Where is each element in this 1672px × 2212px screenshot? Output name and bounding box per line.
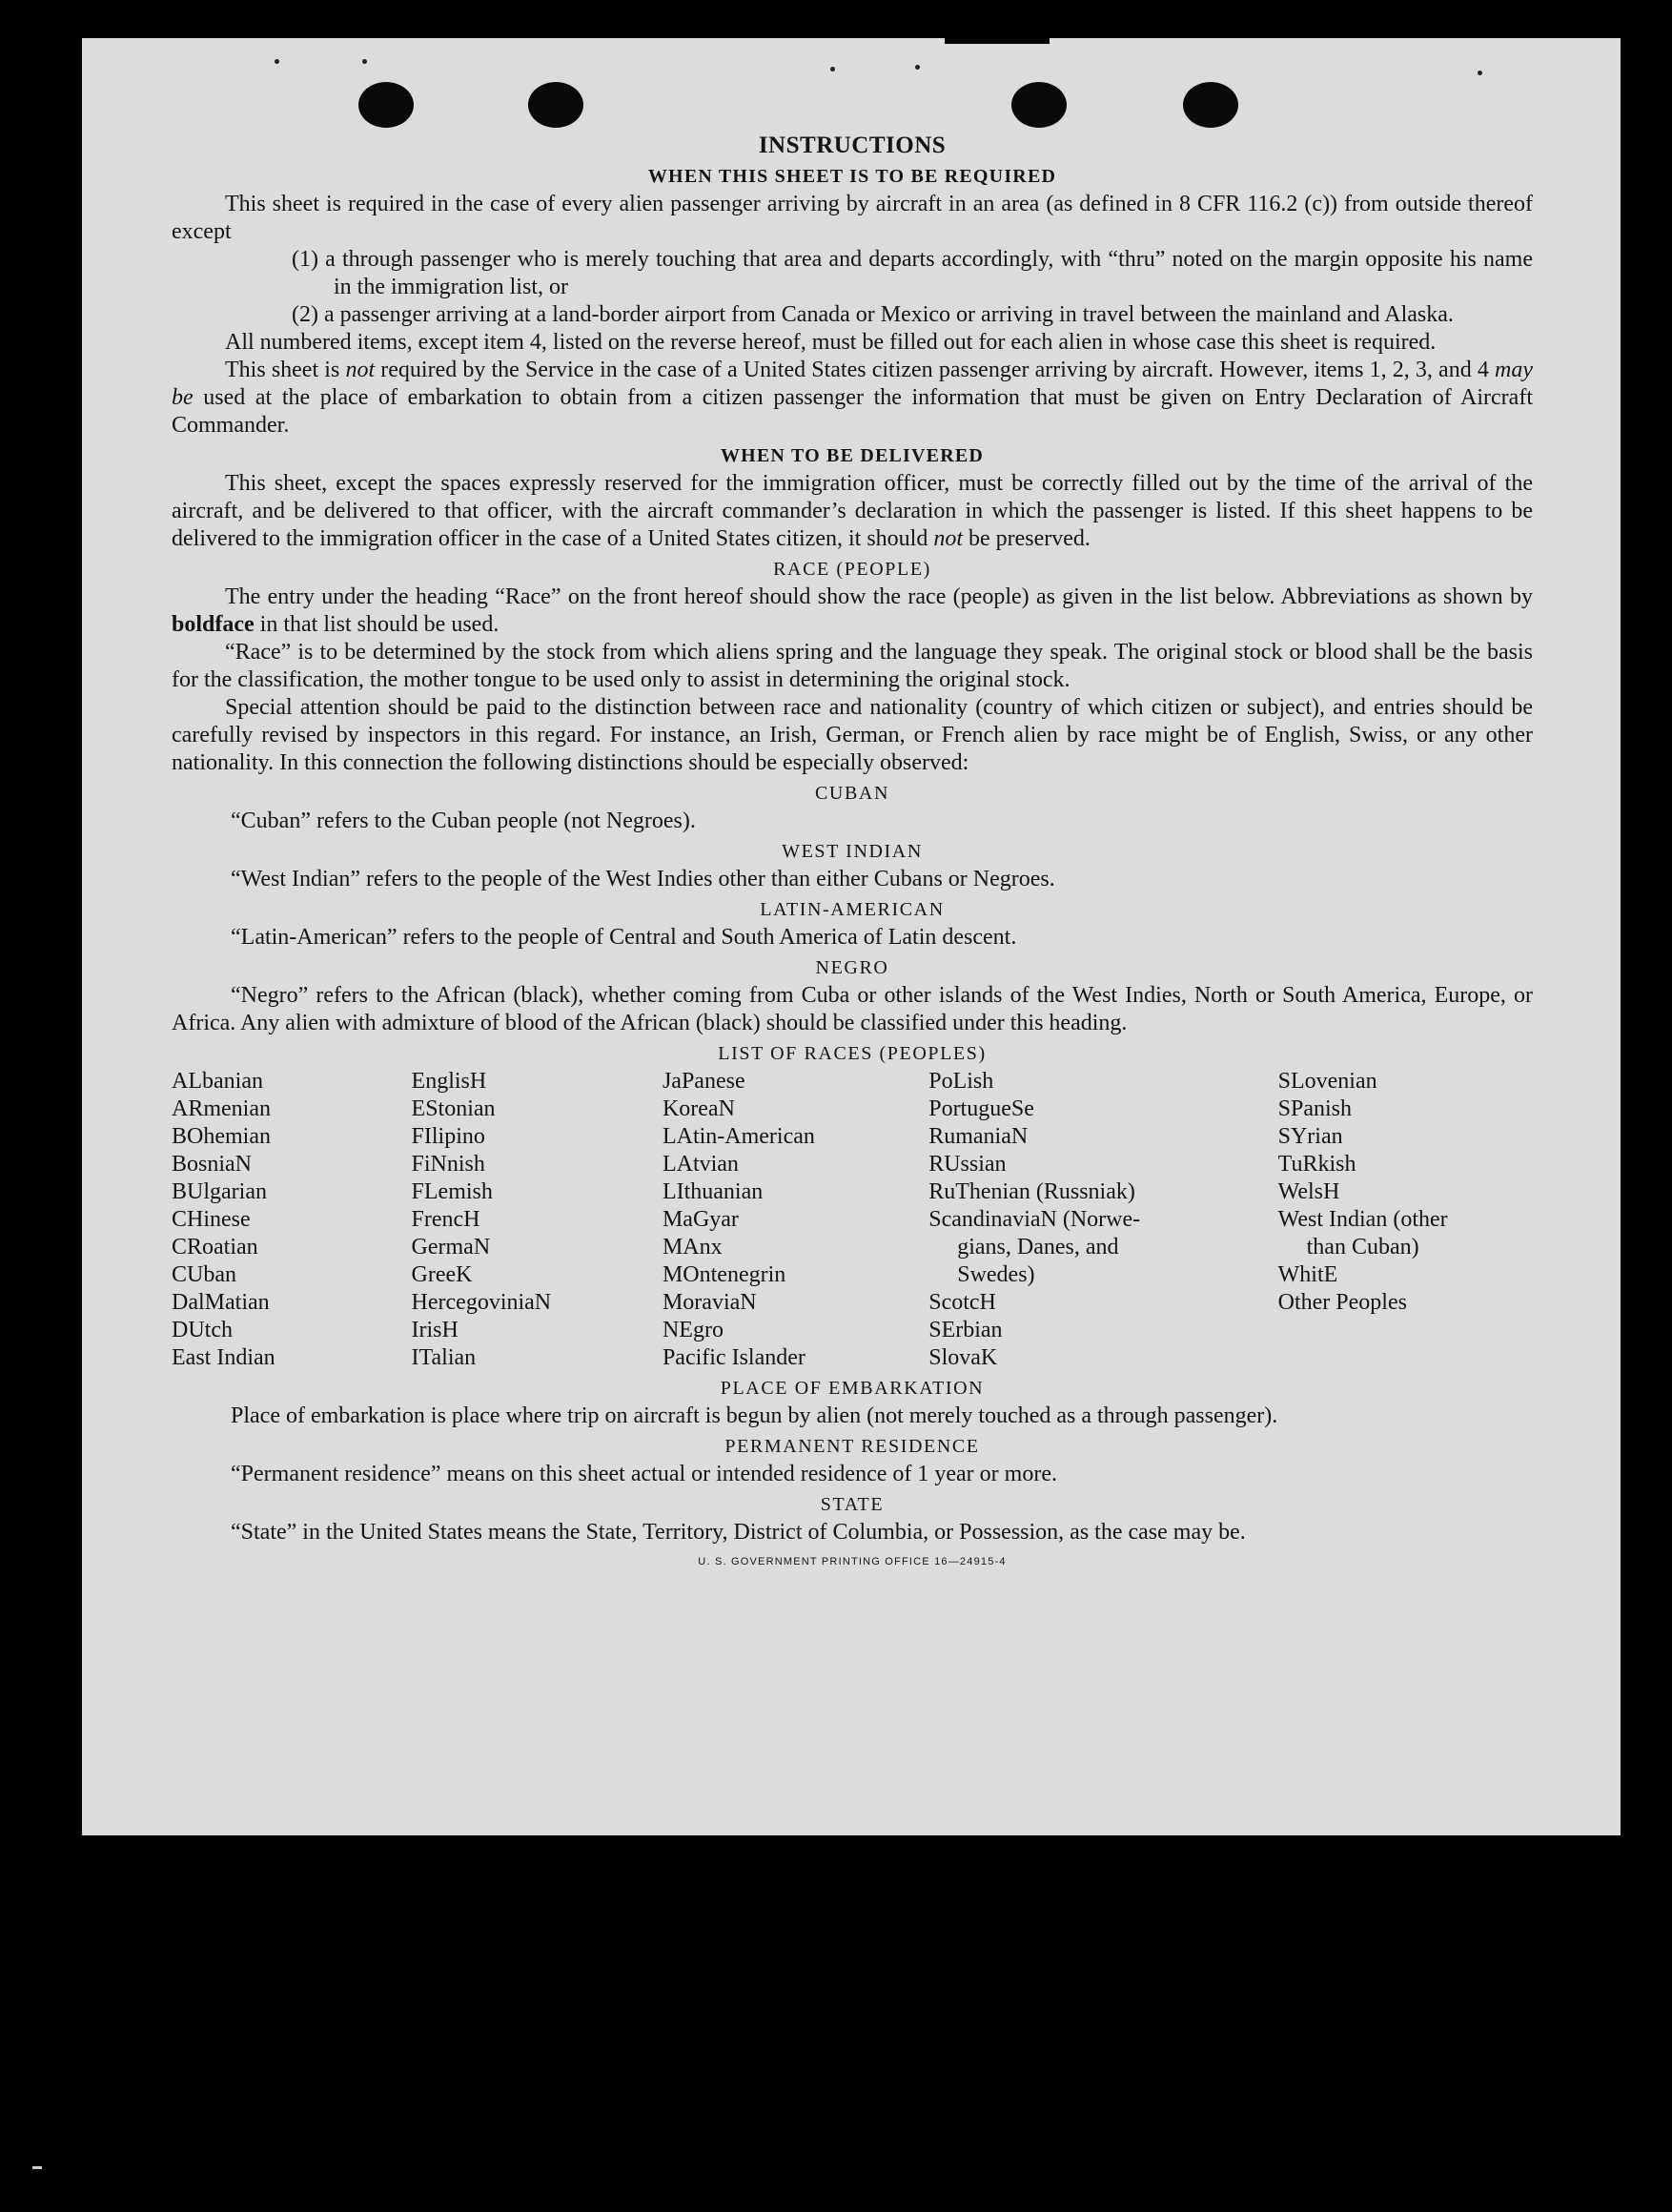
race-entry: LAtvian (662, 1152, 739, 1177)
paragraph: This sheet, except the spaces expressly reserved for the immigration officer, must be correctly filled out by the time of the arrival of the aircraft, and be delivered to that officer, with the aircraft commander’s declaration in which the passenger is listed. If this sheet happens to be delivered to the immigration officer in the case of a United States citizen, it should not be preserved. (172, 471, 1533, 551)
races-table (172, 1068, 1533, 1372)
races-column-2 (412, 1068, 663, 1372)
paragraph: Special attention should be paid to the distinction between race and nationality (country of which citizen or subject), and entries should be carefully revised by inspectors in this regard. For instance, an Irish, German, or French alien by race might be of English, Swiss, or any other nationality. In this connection the following distinctions should be especially observed: (172, 695, 1533, 775)
heading-list-of-races: LIST OF RACES (PEOPLES) (718, 1043, 987, 1064)
race-entry: MaGyar (662, 1207, 739, 1232)
paragraph: “West Indian” refers to the people of the West Indies other than either Cubans or Negroes. (231, 867, 1055, 891)
race-entry: BUlgarian (172, 1179, 267, 1204)
heading-cuban: CUBAN (814, 783, 889, 804)
race-entry: EnglisH (411, 1069, 487, 1094)
heading-negro: NEGRO (815, 957, 889, 978)
paragraph: “Race” is to be determined by the stock from which aliens spring and the language they speak. The original stock or blood shall be the basis for the classification, the mother tongue to be used only to assist in determining the original stock. (172, 640, 1533, 692)
printer-imprint: U. S. GOVERNMENT PRINTING OFFICE 16—24915-4 (698, 1556, 1007, 1567)
race-entry: FiNnish (411, 1152, 485, 1177)
race-entry: JaPanese (662, 1069, 745, 1094)
race-entry: NEgro (662, 1318, 724, 1342)
race-entry-continued: than Cuban) (1306, 1235, 1419, 1260)
race-entry: ALbanian (172, 1069, 263, 1094)
race-entry: ARmenian (172, 1096, 271, 1121)
race-entry: LAtin-American (662, 1124, 815, 1149)
race-entry: Pacific Islander (662, 1345, 805, 1370)
races-column-4 (928, 1068, 1277, 1372)
race-entry: West Indian (other (1277, 1207, 1448, 1232)
paragraph: This sheet is required in the case of every alien passenger arriving by aircraft in an area (as defined in 8 CFR 116.2 (c)) from outside thereof except (172, 192, 1533, 244)
heading-place-of-embarkation: PLACE OF EMBARKATION (720, 1378, 985, 1399)
race-entry: ITalian (411, 1345, 477, 1370)
paragraph: Place of embarkation is place where trip on aircraft is begun by alien (not merely touched as a through passenger). (231, 1403, 1278, 1428)
specks (1478, 71, 1482, 75)
heading-permanent-residence: PERMANENT RESIDENCE (724, 1436, 980, 1457)
race-entry: Other Peoples (1277, 1290, 1407, 1315)
race-entry: KoreaN (662, 1096, 735, 1121)
race-entry: CRoatian (172, 1235, 258, 1260)
race-entry: ScotcH (928, 1290, 996, 1315)
list-item: (2) a passenger arriving at a land-border airport from Canada or Mexico or arriving in travel between the mainland and Alaska. (292, 302, 1454, 327)
race-entry: BosniaN (172, 1152, 252, 1177)
race-entry: PortugueSe (928, 1096, 1034, 1121)
race-entry: HercegoviniaN (411, 1290, 552, 1315)
specks (362, 59, 367, 64)
race-entry: DUtch (172, 1318, 233, 1342)
race-entry: WelsH (1277, 1179, 1340, 1204)
race-entry: SErbian (928, 1318, 1003, 1342)
paragraph: All numbered items, except item 4, listed on the reverse hereof, must be filled out for each alien in whose case this sheet is required. (225, 330, 1437, 355)
races-column-3 (663, 1068, 928, 1372)
punch-hole-1 (358, 82, 414, 128)
race-entry: FLemish (411, 1179, 493, 1204)
race-entry: FrencH (411, 1207, 480, 1232)
race-entry: GermaN (411, 1235, 491, 1260)
race-entry: ScandinaviaN (Norwe- (928, 1207, 1141, 1232)
paragraph: “Latin-American” refers to the people of Central and South America of Latin descent. (231, 925, 1017, 950)
specks (275, 59, 279, 64)
race-entry: FIlipino (411, 1124, 485, 1149)
heading-race: RACE (PEOPLE) (773, 559, 931, 580)
paragraph: This sheet is not required by the Service in the case of a United States citizen passenger arriving by aircraft. However, items 1, 2, 3, and 4 may be used at the place of embarkation to obtain from a citizen passenger the information that must be given on Entry Declaration of Aircraft Commander. (172, 358, 1533, 438)
list-item: (1) a through passenger who is merely touching that area and departs accordingly, with “thru” noted on the margin opposite his name in the immigration list, or (292, 247, 1533, 299)
race-entry-continued: Swedes) (957, 1262, 1035, 1287)
race-entry: CHinese (172, 1207, 251, 1232)
race-entry: TuRkish (1277, 1152, 1356, 1177)
race-entry: RUssian (928, 1152, 1007, 1177)
specks (830, 67, 835, 72)
race-entry: SYrian (1277, 1124, 1343, 1149)
race-entry: PoLish (928, 1069, 994, 1094)
heading-when-required: WHEN THIS SHEET IS TO BE REQUIRED (647, 166, 1057, 187)
heading-west-indian: WEST INDIAN (782, 841, 923, 862)
race-entry: SlovaK (928, 1345, 998, 1370)
paragraph: “Negro” refers to the African (black), whether coming from Cuba or other islands of the West Indies, North or South America, Europe, or Africa. Any alien with admixture of blood of the African (black) should be classified under this heading. (172, 983, 1533, 1035)
race-entry: RumaniaN (928, 1124, 1029, 1149)
race-entry: CUban (172, 1262, 236, 1287)
race-entry: MOntenegrin (662, 1262, 786, 1287)
heading-when-delivered: WHEN TO BE DELIVERED (720, 445, 985, 466)
race-entry: SPanish (1277, 1096, 1352, 1121)
race-entry: SLovenian (1277, 1069, 1377, 1094)
race-entry: DalMatian (172, 1290, 270, 1315)
scan-edge (945, 38, 1050, 44)
scan-speck (32, 2166, 42, 2169)
race-entry: GreeK (411, 1262, 473, 1287)
paragraph: “State” in the United States means the State, Territory, District of Columbia, or Possession, as the case may be. (231, 1520, 1246, 1545)
race-entry: MAnx (662, 1235, 723, 1260)
race-entry: EStonian (411, 1096, 496, 1121)
races-column-1 (172, 1068, 412, 1372)
race-entry: RuThenian (Russniak) (928, 1179, 1135, 1204)
paragraph: “Permanent residence” means on this sheet actual or intended residence of 1 year or more. (231, 1462, 1057, 1486)
race-entry: East Indian (172, 1345, 275, 1370)
paragraph: The entry under the heading “Race” on the front hereof should show the race (people) as given in the list below. Abbreviations as shown by boldface in that list should be used. (172, 584, 1533, 637)
punch-hole-3 (1011, 82, 1067, 128)
race-entry: MoraviaN (662, 1290, 757, 1315)
race-entry: BOhemian (172, 1124, 271, 1149)
race-entry: WhitE (1277, 1262, 1338, 1287)
punch-hole-2 (528, 82, 583, 128)
punch-hole-4 (1183, 82, 1238, 128)
race-entry: IrisH (411, 1318, 459, 1342)
races-column-5 (1278, 1068, 1533, 1372)
paragraph: “Cuban” refers to the Cuban people (not Negroes). (231, 809, 696, 833)
document-sheet (82, 38, 1621, 1835)
heading-state: STATE (820, 1494, 885, 1515)
race-entry-continued: gians, Danes, and (957, 1235, 1119, 1260)
race-entry: LIthuanian (662, 1179, 764, 1204)
specks (915, 65, 920, 70)
page-title: INSTRUCTIONS (758, 133, 947, 158)
heading-latin-american: LATIN-AMERICAN (760, 899, 945, 920)
